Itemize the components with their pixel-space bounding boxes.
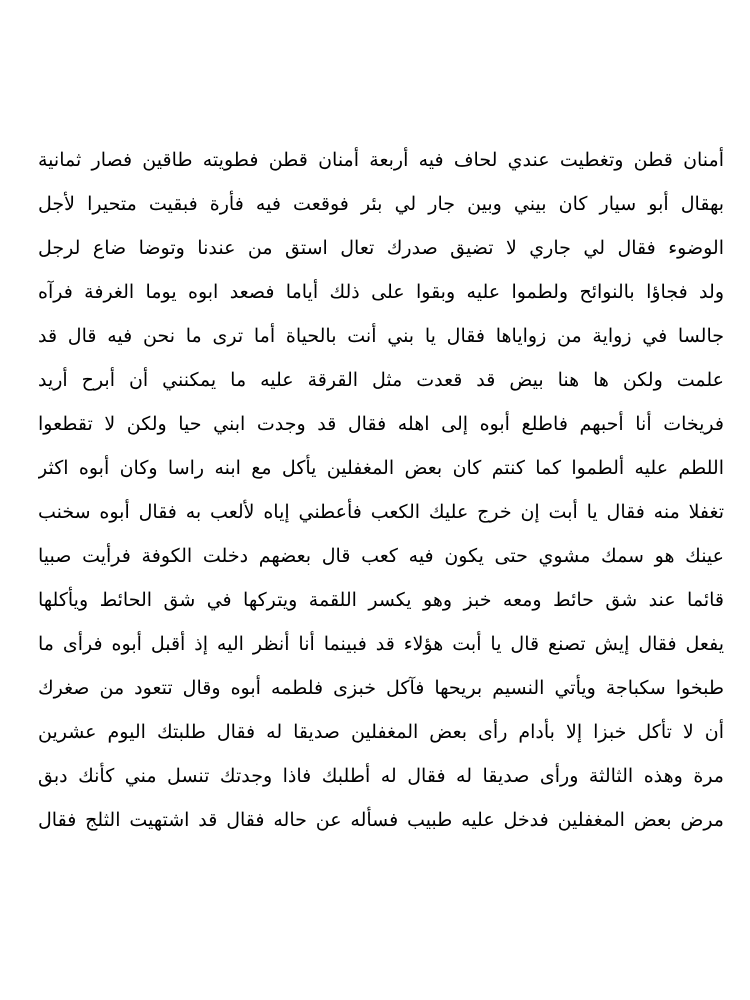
text-line-14: أن لا تأكل خبزا إلا بأدام رأى بعض المغفلين صديقا له فقال طلبتك اليوم عشرين [38, 721, 724, 743]
text-line-3: الوضوء فقال لي جاري لا تضيق صدرك تعال استق من عندنا وتوضا ضاع لرجل [38, 237, 724, 259]
text-line-9: تغفلا منه فقال يا أبت إن خرج عليك الكعب فأعطني إياه لألعب به فقال أبوه سخنب [38, 501, 724, 523]
text-line-2: بهقال أبو سيار كان بيني وبين جار لي بئر فوقعت فيه فأرة فبقيت متحيرا لأجل [38, 193, 724, 215]
text-line-8: اللطم عليه ألطموا كما كنتم كان بعض المغفلين يأكل مع ابنه راسا وكان أبوه اكثر [38, 457, 724, 479]
text-line-13: طبخوا سكباجة ويأتي النسيم بريحها فآكل خبزى فلطمه أبوه وقال تتعود من صغرك [38, 677, 724, 699]
text-line-10: عينك هو سمك مشوي حتى يكون فيه كعب قال بعضهم دخلت الكوفة فرأيت صبيا [38, 545, 724, 567]
text-line-11: قائما عند شق حائط ومعه خبز وهو يكسر اللقمة ويتركها في شق الحائط ويأكلها [38, 589, 724, 611]
text-line-12: يفعل فقال إيش تصنع قال يا أبت هؤلاء قد فبينما أنا أنظر اليه إذ أقبل أبوه فرأى ما [38, 633, 724, 655]
arabic-text-block [38, 138, 724, 842]
text-line-4: ولد فجاؤا بالنوائح ولطموا عليه وبقوا على ذلك أياما فصعد ابوه يوما الغرفة فرآه [38, 281, 724, 303]
text-line-5: جالسا في زواية من زواياها فقال يا بني أنت بالحياة أما ترى ما نحن فيه قال قد [38, 325, 724, 347]
text-line-6: علمت ولكن ها هنا بيض قد قعدت مثل القرقة عليه ما يمكنني أن أبرح أريد [38, 369, 724, 391]
text-line-15: مرة وهذه الثالثة ورأى صديقا له فقال له أطلبك فاذا وجدتك تنسل مني كأنك دبق [38, 765, 724, 787]
text-line-1: أمنان قطن وتغطيت عندي لحاف فيه أربعة أمنان قطن فطويته طاقين فصار ثمانية [38, 149, 724, 171]
text-line-16: مرض بعض المغفلين فدخل عليه طبيب فسأله عن حاله فقال قد اشتهيت الثلج فقال [38, 809, 724, 831]
text-line-7: فريخات أنا أحبهم فاطلع أبوه إلى اهله فقال قد وجدت ابني حيا ولكن لا تقطعوا [38, 413, 724, 435]
